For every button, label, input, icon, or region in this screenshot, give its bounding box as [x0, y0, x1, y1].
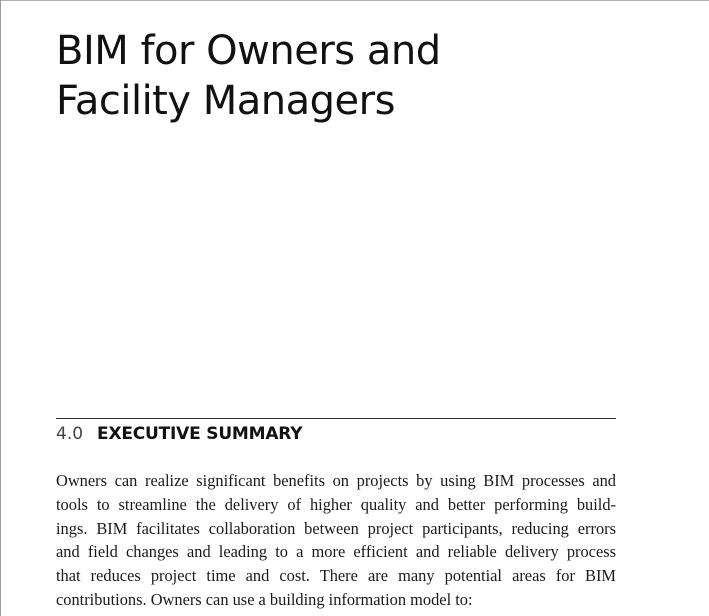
body-line-4: and field changes and leading to a more efficient and reliable delivery process — [56, 542, 616, 562]
section-divider — [56, 418, 616, 419]
body-line-1: Owners can realize significant benefits on projects by using BIM processes and — [56, 471, 616, 490]
page-left-edge — [0, 0, 1, 616]
section-number: 4.0 — [56, 424, 84, 444]
body-line-6: contributions. Owners can use a building information model to: — [56, 589, 473, 609]
section-label: EXECUTIVE SUMMARY — [97, 424, 303, 444]
body-paragraph — [56, 469, 616, 612]
chapter-title — [56, 26, 441, 126]
body-line-2: tools to streamline the delivery of higher quality and better performing build- — [56, 494, 616, 514]
section-heading — [56, 423, 302, 445]
body-line-5: that reduces project time and cost. There are many potential areas for BIM — [56, 566, 616, 586]
chapter-title-line-2: Facility Managers — [56, 78, 395, 124]
page-top-edge — [0, 0, 709, 1]
body-line-3: ings. BIM facilitates collaboration between project participants, reducing errors — [56, 518, 616, 538]
chapter-title-line-1: BIM for Owners and — [56, 28, 441, 74]
